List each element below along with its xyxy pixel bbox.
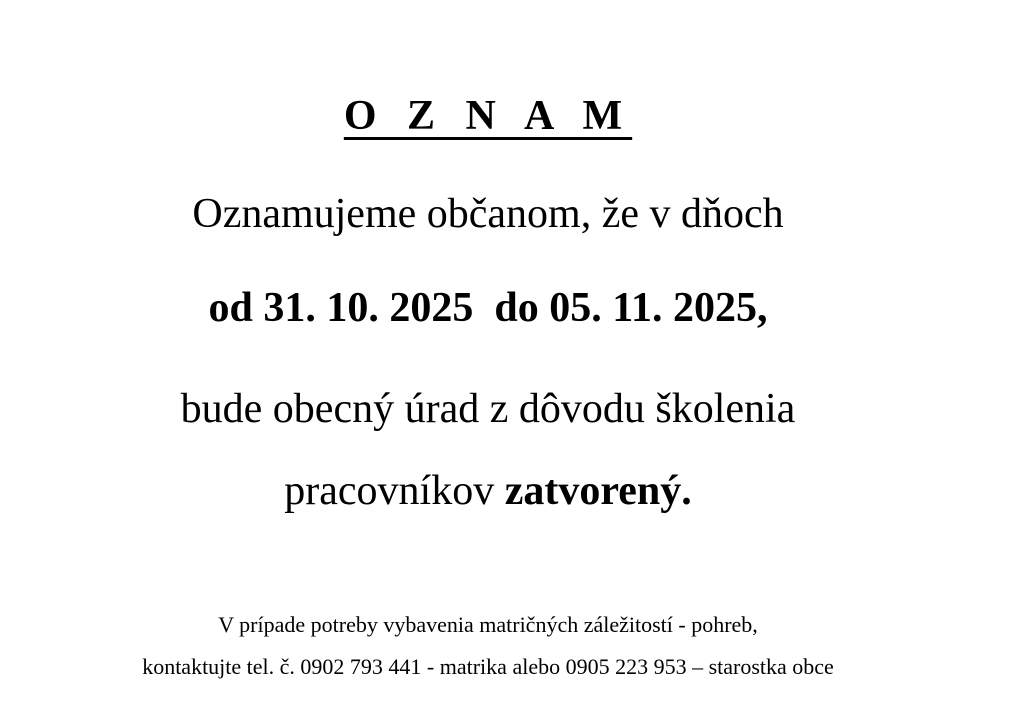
footer-line-1: V prípade potreby vybavenia matričných záležitostí - pohreb, — [218, 612, 758, 637]
notice-line-1: Oznamujeme občanom, že v dňoch — [192, 191, 784, 237]
notice-line-4 — [0, 467, 976, 515]
notice-title-text: O Z N A M — [343, 93, 633, 139]
notice-date-range: od 31. 10. 2025 do 05. 11. 2025, — [208, 285, 768, 331]
notice-closed-word: zatvorený. — [504, 468, 692, 514]
notice-line-3: bude obecný úrad z dôvodu školenia — [180, 386, 796, 432]
footer-line-2: kontaktujte tel. č. 0902 793 441 - matrika alebo 0905 223 953 – starostka obce — [142, 654, 834, 679]
notice-title — [0, 92, 976, 140]
notice-line-4-prefix: pracovníkov — [284, 468, 505, 514]
